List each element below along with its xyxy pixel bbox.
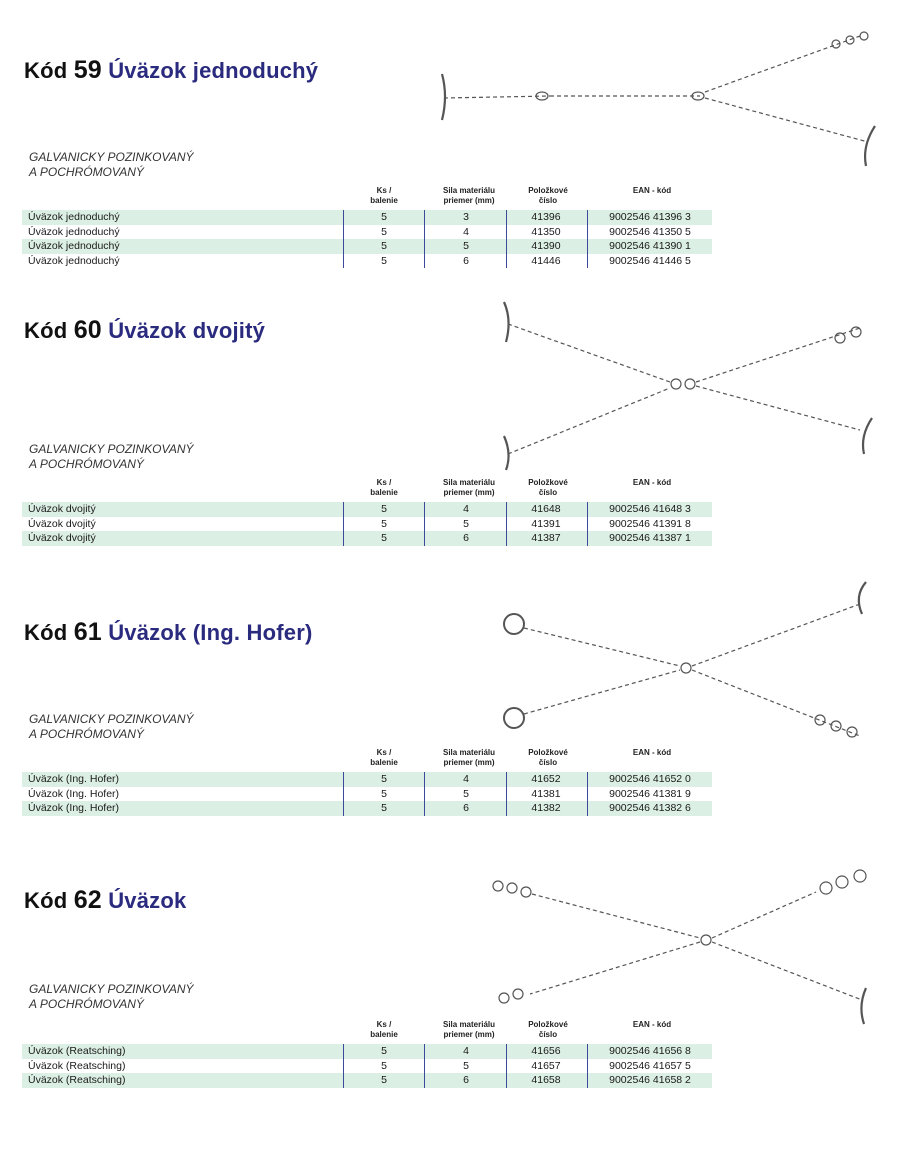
cell-polozkove: 41387 [531,532,561,544]
cell-ean: 9002546 41446 5 [609,254,691,267]
column-header-polozkove [508,748,588,768]
header-line: číslo [538,758,558,767]
header-line: Sila materiálu [442,748,496,757]
cell-ks: 5 [381,532,387,544]
double-tether-chain-image [490,298,890,478]
header-line: Položkové [528,748,568,757]
table-row [22,254,712,269]
column-divider [587,502,588,546]
cell-ks: 5 [381,517,387,530]
cell-sila: 6 [463,532,469,544]
kod-label: Kód [24,888,68,913]
column-divider [343,1044,344,1088]
cell-sila: 4 [463,225,469,238]
cell-polozkove: 41656 [531,1045,561,1057]
column-divider [343,210,344,268]
kod-label: Kód [24,318,68,343]
column-header-ks [344,1020,424,1040]
section-kod-59 [0,0,914,280]
header-line: balenie [370,758,398,767]
table-row [22,1059,712,1074]
kod-label: Kód [24,620,68,645]
table-row [22,239,712,254]
cell-sila: 5 [463,787,469,800]
header-line: Položkové [528,186,568,195]
column-divider [506,210,507,268]
column-header-polozkove [508,186,588,206]
column-header-polozkove [508,478,588,498]
header-line: EAN - kód [632,186,672,195]
header-line: priemer (mm) [443,1030,495,1039]
table-row [22,531,712,546]
finish-line: A POCHRÓMOVANÝ [29,165,144,179]
product-table [22,772,712,816]
cell-sila: 5 [463,1059,469,1072]
reatsching-tether-chain-image [486,862,886,1032]
product-table [22,210,712,268]
cell-ks: 5 [381,240,387,252]
column-divider [424,210,425,268]
column-header-ean [590,1020,714,1030]
cell-ean: 9002546 41648 3 [609,503,691,515]
table-row [22,1044,712,1059]
cell-name: Úväzok dvojitý [28,532,96,544]
header-line: Sila materiálu [442,478,496,487]
header-line: priemer (mm) [443,488,495,497]
kod-label: Kód [24,58,68,83]
cell-ks: 5 [381,503,387,515]
table-row [22,517,712,532]
column-header-ks [344,478,424,498]
header-line: Sila materiálu [442,186,496,195]
header-line: Ks / [376,748,392,757]
finish-note [29,150,194,180]
header-line: Ks / [376,186,392,195]
cell-name: Úväzok jednoduchý [28,211,120,223]
cell-sila: 6 [463,254,469,267]
finish-line: A POCHRÓMOVANÝ [29,727,144,741]
header-line: číslo [538,196,558,205]
header-line: číslo [538,488,558,497]
kod-number: 61 [73,618,102,646]
column-header-ean [590,748,714,758]
header-line: číslo [538,1030,558,1039]
cell-ks: 5 [381,773,387,785]
cell-sila: 5 [463,240,469,252]
cell-ks: 5 [381,802,387,814]
cell-sila: 4 [463,773,469,785]
cell-polozkove: 41658 [531,1074,561,1086]
finish-note [29,982,194,1012]
product-name: Úväzok jednoduchý [108,58,319,83]
cell-name: Úväzok (Reatsching) [28,1045,126,1057]
cell-ean: 9002546 41391 8 [609,517,691,530]
finish-note [29,442,194,472]
cell-ks: 5 [381,1045,387,1057]
header-line: EAN - kód [632,1020,672,1029]
column-header-ean [590,186,714,196]
cell-ean: 9002546 41387 1 [609,532,691,544]
cell-sila: 6 [463,802,469,814]
header-line: Ks / [376,478,392,487]
cell-sila: 4 [463,503,469,515]
cell-ks: 5 [381,1074,387,1086]
column-divider [506,1044,507,1088]
cell-name: Úväzok jednoduchý [28,254,120,267]
column-header-ks [344,748,424,768]
header-line: priemer (mm) [443,196,495,205]
finish-note [29,712,194,742]
cell-name: Úväzok dvojitý [28,517,96,530]
column-header-ks [344,186,424,206]
column-divider [506,502,507,546]
column-divider [587,772,588,816]
finish-line: GALVANICKY POZINKOVANÝ [29,982,194,996]
kod-number: 60 [73,316,102,344]
finish-line: A POCHRÓMOVANÝ [29,457,144,471]
cell-polozkove: 41391 [531,517,561,530]
cell-polozkove: 41648 [531,503,561,515]
column-divider [424,772,425,816]
cell-sila: 6 [463,1074,469,1086]
column-divider [424,1044,425,1088]
cell-sila: 3 [463,211,469,223]
kod-number: 62 [73,886,102,914]
finish-line: GALVANICKY POZINKOVANÝ [29,442,194,456]
cell-sila: 4 [463,1045,469,1057]
table-row [22,502,712,517]
column-divider [587,1044,588,1088]
cell-polozkove: 41446 [531,254,561,267]
single-tether-chain-image [430,26,900,176]
table-row [22,801,712,816]
cell-name: Úväzok (Ing. Hofer) [28,773,120,785]
cell-polozkove: 41350 [531,225,561,238]
cell-ean: 9002546 41350 5 [609,225,691,238]
cell-ean: 9002546 41657 5 [609,1059,691,1072]
cell-ean: 9002546 41656 8 [609,1045,691,1057]
product-name: Úväzok dvojitý [108,318,266,343]
header-line: balenie [370,488,398,497]
column-header-polozkove [508,1020,588,1040]
table-row [22,210,712,225]
product-name: Úväzok (Ing. Hofer) [108,620,313,645]
header-line: Položkové [528,478,568,487]
product-table [22,1044,712,1088]
cell-name: Úväzok dvojitý [28,503,96,515]
cell-ks: 5 [381,211,387,223]
product-table [22,502,712,546]
cell-ks: 5 [381,225,387,238]
header-line: Položkové [528,1020,568,1029]
product-name: Úväzok [108,888,187,913]
header-line: EAN - kód [632,478,672,487]
cell-name: Úväzok (Reatsching) [28,1074,126,1086]
section-kod-62 [0,850,914,1120]
cell-ean: 9002546 41381 9 [609,787,691,800]
column-divider [424,502,425,546]
column-divider [506,772,507,816]
column-divider [343,772,344,816]
section-kod-60 [0,290,914,560]
header-line: Sila materiálu [442,1020,496,1029]
column-divider [587,210,588,268]
cell-ean: 9002546 41396 3 [609,211,691,223]
cell-ean: 9002546 41390 1 [609,240,691,252]
column-header-sila [424,186,514,206]
cell-ks: 5 [381,254,387,267]
header-line: priemer (mm) [443,758,495,767]
cell-name: Úväzok (Ing. Hofer) [28,787,120,800]
table-row [22,772,712,787]
finish-line: GALVANICKY POZINKOVANÝ [29,712,194,726]
cell-ks: 5 [381,1059,387,1072]
cell-name: Úväzok (Ing. Hofer) [28,802,120,814]
column-header-sila [424,478,514,498]
header-line: balenie [370,1030,398,1039]
table-row [22,787,712,802]
cell-polozkove: 41382 [531,802,561,814]
finish-line: GALVANICKY POZINKOVANÝ [29,150,194,164]
hofer-tether-chain-image [490,574,890,744]
cell-ean: 9002546 41382 6 [609,802,691,814]
column-header-sila [424,1020,514,1040]
cell-polozkove: 41390 [531,240,561,252]
table-row [22,1073,712,1088]
section-title [24,618,312,647]
section-kod-61 [0,570,914,840]
section-title [24,56,318,85]
cell-name: Úväzok jednoduchý [28,240,120,252]
cell-polozkove: 41396 [531,211,561,223]
finish-line: A POCHRÓMOVANÝ [29,997,144,1011]
cell-polozkove: 41652 [531,773,561,785]
section-title [24,316,265,345]
column-header-sila [424,748,514,768]
column-divider [343,502,344,546]
cell-name: Úväzok (Reatsching) [28,1059,126,1072]
header-line: balenie [370,196,398,205]
header-line: Ks / [376,1020,392,1029]
cell-ean: 9002546 41658 2 [609,1074,691,1086]
cell-name: Úväzok jednoduchý [28,225,120,238]
column-header-ean [590,478,714,488]
cell-polozkove: 41381 [531,787,561,800]
kod-number: 59 [73,56,102,84]
cell-ks: 5 [381,787,387,800]
table-row [22,225,712,240]
cell-polozkove: 41657 [531,1059,561,1072]
cell-ean: 9002546 41652 0 [609,773,691,785]
cell-sila: 5 [463,517,469,530]
section-title [24,886,186,915]
header-line: EAN - kód [632,748,672,757]
